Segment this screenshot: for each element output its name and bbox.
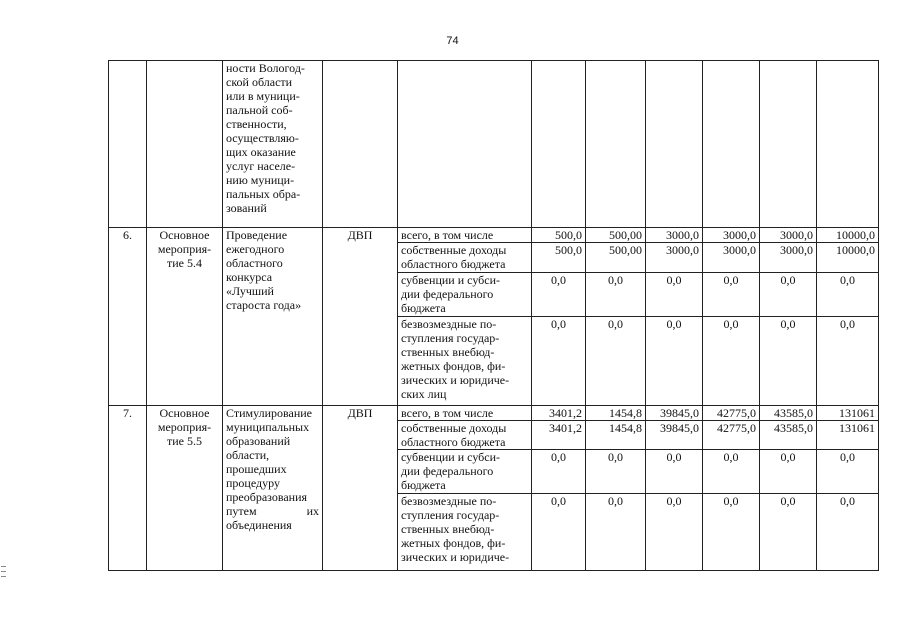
value-cell: 42775,0 — [703, 420, 760, 449]
executor: ДВП — [323, 228, 398, 405]
scan-edge-marks — [1, 566, 6, 592]
value-cell: 1454,8 — [586, 405, 646, 420]
source-label: собственные доходы областного бюджета — [398, 243, 532, 272]
cell-empty — [817, 61, 879, 228]
source-label: всего, в том числе — [398, 228, 532, 243]
cell-empty — [760, 61, 817, 228]
value-cell: 0,0 — [817, 316, 879, 405]
cell-empty — [646, 61, 703, 228]
value-cell: 0,0 — [760, 449, 817, 493]
value-cell: 131061 — [817, 405, 879, 420]
row-number: 6. — [109, 228, 147, 405]
value-cell: 39845,0 — [646, 420, 703, 449]
value-cell: 42775,0 — [703, 405, 760, 420]
measure-title: Проведение ежегодного областного конкурса «Лучший староста года» — [223, 228, 323, 405]
value-cell: 0,0 — [586, 316, 646, 405]
value-cell: 0,0 — [586, 449, 646, 493]
value-cell: 500,0 — [532, 243, 586, 272]
cell-empty — [532, 61, 586, 228]
value-cell: 0,0 — [646, 316, 703, 405]
value-cell: 0,0 — [532, 316, 586, 405]
value-cell: 0,0 — [646, 449, 703, 493]
value-cell: 0,0 — [703, 316, 760, 405]
value-cell: 43585,0 — [760, 405, 817, 420]
continuation-text: ности Вологод- ской области или в муници- пальной соб- ственности, осуществляю- щих оказание услуг населе- нию муници- пальных обра- зований — [223, 61, 323, 228]
measure-label: Основное мероприя- тие 5.4 — [147, 228, 223, 405]
cell-empty — [323, 61, 398, 228]
value-cell: 3000,0 — [646, 228, 703, 243]
measure-title: Стимулирование муниципальных образований области, прошедших процедуру преобразования путем их объединения — [223, 405, 323, 570]
source-label: субвенции и субси- дии федерального бюджета — [398, 272, 532, 316]
value-cell: 3000,0 — [760, 228, 817, 243]
value-cell: 0,0 — [532, 449, 586, 493]
cell-empty — [586, 61, 646, 228]
value-cell: 0,0 — [586, 494, 646, 571]
value-cell: 3401,2 — [532, 420, 586, 449]
funding-table — [108, 60, 879, 571]
source-label: безвозмездные по- ступления государ- ственных внебюд- жетных фондов, фи- зических и юридиче- ских лиц — [398, 316, 532, 405]
source-label: субвенции и субси- дии федерального бюджета — [398, 449, 532, 493]
value-cell: 0,0 — [760, 272, 817, 316]
row-number: 7. — [109, 405, 147, 570]
value-cell: 0,0 — [646, 272, 703, 316]
value-cell: 500,00 — [586, 243, 646, 272]
value-cell: 0,0 — [646, 494, 703, 571]
value-cell: 0,0 — [703, 272, 760, 316]
source-label: безвозмездные по- ступления государ- ственных внебюд- жетных фондов, фи- зических и юридиче- — [398, 494, 532, 571]
value-cell: 0,0 — [703, 449, 760, 493]
measure-label: Основное мероприя- тие 5.5 — [147, 405, 223, 570]
value-cell: 39845,0 — [646, 405, 703, 420]
table-row — [109, 228, 879, 243]
value-cell: 3401,2 — [532, 405, 586, 420]
value-cell: 0,0 — [817, 494, 879, 571]
value-cell: 10000,0 — [817, 228, 879, 243]
value-cell: 43585,0 — [760, 420, 817, 449]
cell-empty — [398, 61, 532, 228]
value-cell: 0,0 — [586, 272, 646, 316]
value-cell: 0,0 — [703, 494, 760, 571]
value-cell: 0,0 — [817, 272, 879, 316]
value-cell: 0,0 — [760, 316, 817, 405]
cell-empty — [109, 61, 147, 228]
value-cell: 3000,0 — [760, 243, 817, 272]
value-cell: 500,0 — [532, 228, 586, 243]
value-cell: 3000,0 — [646, 243, 703, 272]
table-row — [109, 405, 879, 420]
cell-empty — [147, 61, 223, 228]
value-cell: 1454,8 — [586, 420, 646, 449]
executor: ДВП — [323, 405, 398, 570]
value-cell: 10000,0 — [817, 243, 879, 272]
page-number: 74 — [446, 35, 459, 47]
continuation-row — [109, 61, 879, 228]
cell-empty — [703, 61, 760, 228]
value-cell: 0,0 — [532, 494, 586, 571]
source-label: собственные доходы областного бюджета — [398, 420, 532, 449]
value-cell: 131061 — [817, 420, 879, 449]
value-cell: 0,0 — [532, 272, 586, 316]
value-cell: 3000,0 — [703, 243, 760, 272]
source-label: всего, в том числе — [398, 405, 532, 420]
value-cell: 3000,0 — [703, 228, 760, 243]
value-cell: 0,0 — [817, 449, 879, 493]
value-cell: 500,00 — [586, 228, 646, 243]
value-cell: 0,0 — [760, 494, 817, 571]
